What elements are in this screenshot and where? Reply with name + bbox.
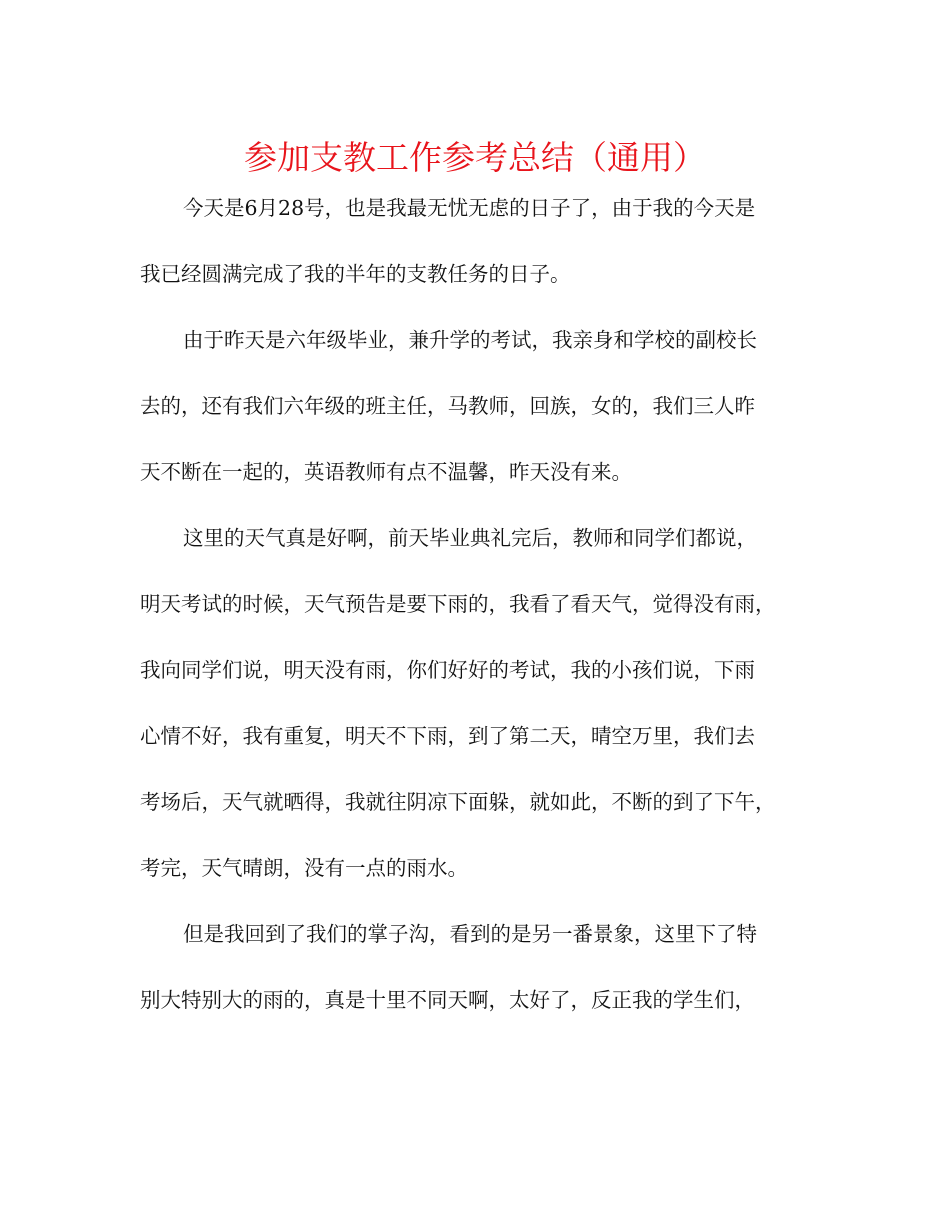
paragraph-line: 考场后，天气就晒得，我就往阴凉下面躲，就如此，不断的到了下午， <box>140 790 776 814</box>
paragraph-line: 心情不好，我有重复，明天不下雨，到了第二天，晴空万里，我们去 <box>140 724 755 748</box>
paragraph-line: 去的，还有我们六年级的班主任，马教师，回族，女的，我们三人昨 <box>140 394 755 418</box>
document-body <box>140 188 810 1046</box>
paragraph-line: 明天考试的时候，天气预告是要下雨的，我看了看天气，觉得没有雨， <box>140 592 776 616</box>
paragraph-line: 天不断在一起的，英语教师有点不温馨，昨天没有来。 <box>140 460 632 484</box>
paragraph-line: 别大特别大的雨的，真是十里不同天啊，太好了，反正我的学生们， <box>140 988 755 1012</box>
paragraph-line: 我向同学们说，明天没有雨，你们好好的考试，我的小孩们说，下雨 <box>140 658 755 682</box>
paragraph-line: 但是我回到了我们的掌子沟，看到的是另一番景象，这里下了特 <box>183 922 757 946</box>
paragraph-line: 这里的天气真是好啊，前天毕业典礼完后，教师和同学们都说， <box>183 526 757 550</box>
paragraph-line: 由于昨天是六年级毕业，兼升学的考试，我亲身和学校的副校长 <box>183 328 757 352</box>
paragraph-line: 考完，天气晴朗，没有一点的雨水。 <box>140 856 468 880</box>
paragraph-line: 今天是6月28号，也是我最无忧无虑的日子了，由于我的今天是 <box>183 196 756 220</box>
paragraph-line: 我已经圆满完成了我的半年的支教任务的日子。 <box>140 262 571 286</box>
document-title: 参加支教工作参考总结（通用） <box>244 138 706 177</box>
